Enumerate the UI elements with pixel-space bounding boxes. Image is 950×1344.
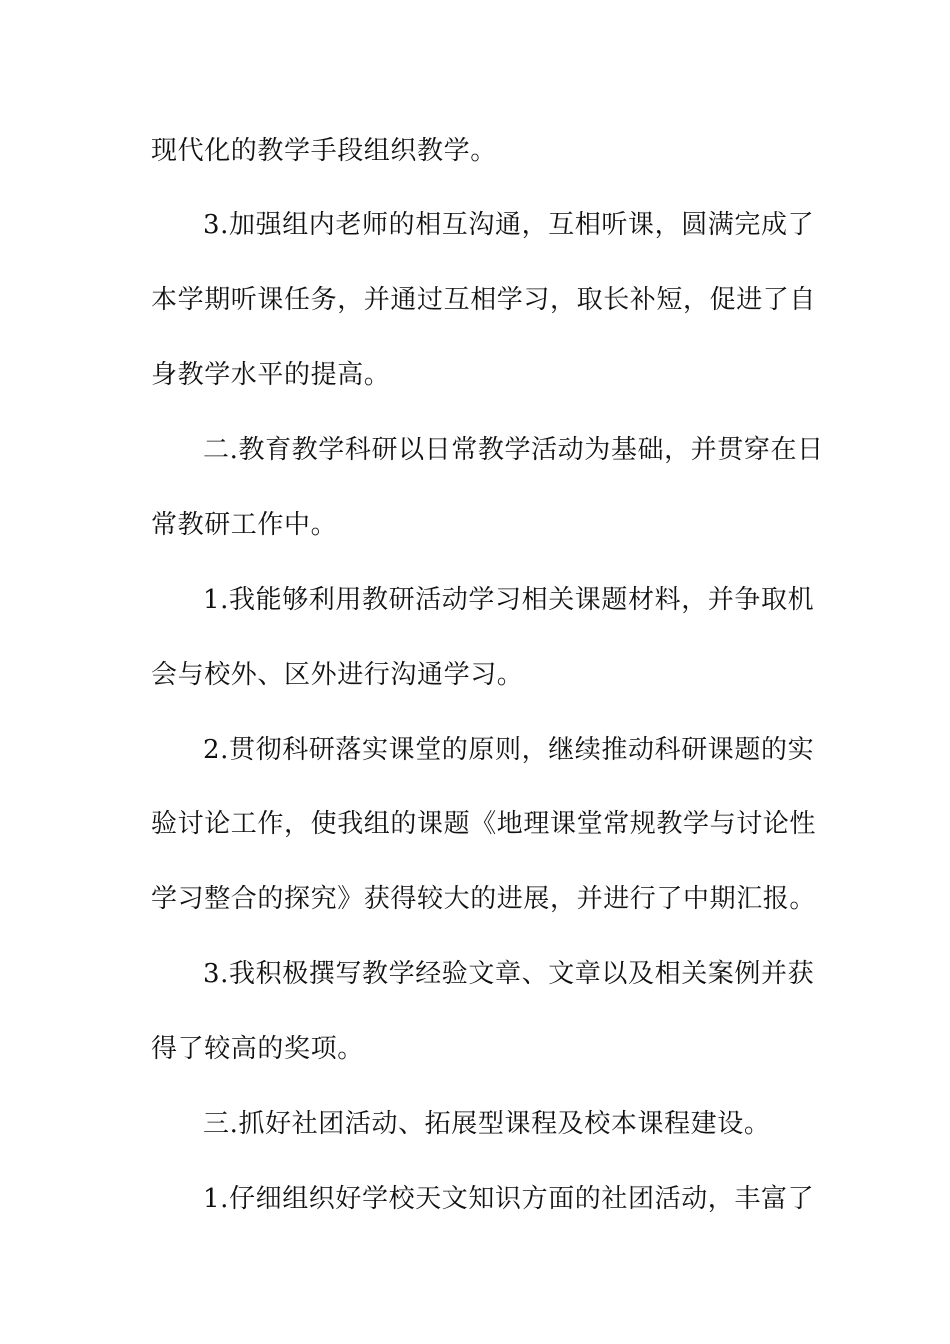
text-line-12: 3.我积极撰写教学经验文章、文章以及相关案例并获 <box>203 959 815 989</box>
text-line-4: 身教学水平的提高。 <box>151 360 391 390</box>
text-line-10: 验讨论工作，使我组的课题《地理课堂常规教学与讨论性 <box>151 809 817 839</box>
text-line-11: 学习整合的探究》获得较大的进展，并进行了中期汇报。 <box>151 884 817 914</box>
section-heading-2: 二.教育教学科研以日常教学活动为基础，并贯穿在日 <box>203 435 824 465</box>
text-line-3: 本学期听课任务，并通过互相学习，取长补短，促进了自 <box>151 285 817 315</box>
text-line-15: 1.仔细组织好学校天文知识方面的社团活动，丰富了 <box>203 1184 815 1214</box>
text-line-13: 得了较高的奖项。 <box>151 1034 364 1064</box>
text-line-1: 现代化的教学手段组织教学。 <box>151 136 497 166</box>
text-line-2: 3.加强组内老师的相互沟通，互相听课，圆满完成了 <box>203 210 815 240</box>
text-line-7: 1.我能够利用教研活动学习相关课题材料，并争取机 <box>203 585 815 615</box>
text-line-9: 2.贯彻科研落实课堂的原则，继续推动科研课题的实 <box>203 735 815 765</box>
section-heading-3: 三.抓好社团活动、拓展型课程及校本课程建设。 <box>203 1109 771 1139</box>
text-line-8: 会与校外、区外进行沟通学习。 <box>151 660 524 690</box>
text-line-6: 常教研工作中。 <box>151 510 338 540</box>
